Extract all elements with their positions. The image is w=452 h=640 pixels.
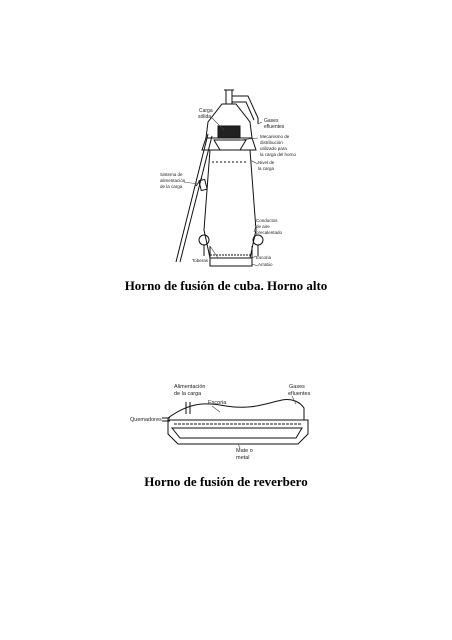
distribution-bell xyxy=(214,140,246,150)
label-mecanismo: Mecanismo de distribución utilizado para la carga del horno xyxy=(260,134,297,157)
label-escoria-rev: Escoria xyxy=(208,400,227,406)
label-alimentacion-carga: Alimentación de la carga xyxy=(174,384,206,397)
blast-furnace-diagram xyxy=(176,90,263,266)
furnace-roof xyxy=(168,399,304,420)
label-conductos-aire: Conductos de aire precalentado xyxy=(256,218,283,235)
furnace-walls xyxy=(168,418,308,444)
label-nivel-carga: Nivel de la carga xyxy=(258,160,275,171)
label-arrabio: Arrabio xyxy=(258,262,273,267)
label-carga-solida: Carga sólida xyxy=(198,108,213,120)
tuyere-supports xyxy=(204,245,258,256)
label-escoria: Escoria xyxy=(256,255,272,260)
label-gases-efluentes-rev: Gases efluentes xyxy=(288,384,311,397)
caption-blast-furnace: Horno de fusión de cuba. Horno alto xyxy=(124,278,328,293)
furnace-hearth xyxy=(210,246,252,266)
gas-offtake-pipe xyxy=(224,90,258,124)
tuyere-right xyxy=(253,235,263,245)
furnace-shaft xyxy=(204,150,256,258)
reverberatory-furnace-diagram xyxy=(162,399,308,444)
distribution-mechanism xyxy=(218,126,240,138)
label-quemadores: Quemadores xyxy=(130,417,162,423)
label-mate-metal: Mate o metal xyxy=(236,448,253,461)
furnace-bath xyxy=(172,428,302,438)
caption-reverberatory-furnace: Horno de fusión de reverbero xyxy=(144,474,308,489)
label-sistema-alimentacion: Sistema de alimentación de la carga xyxy=(160,172,186,189)
label-toberas: Toberas xyxy=(192,258,209,263)
label-gases-efluentes: Gases efluentes xyxy=(264,118,285,130)
tuyere-left xyxy=(199,235,209,245)
